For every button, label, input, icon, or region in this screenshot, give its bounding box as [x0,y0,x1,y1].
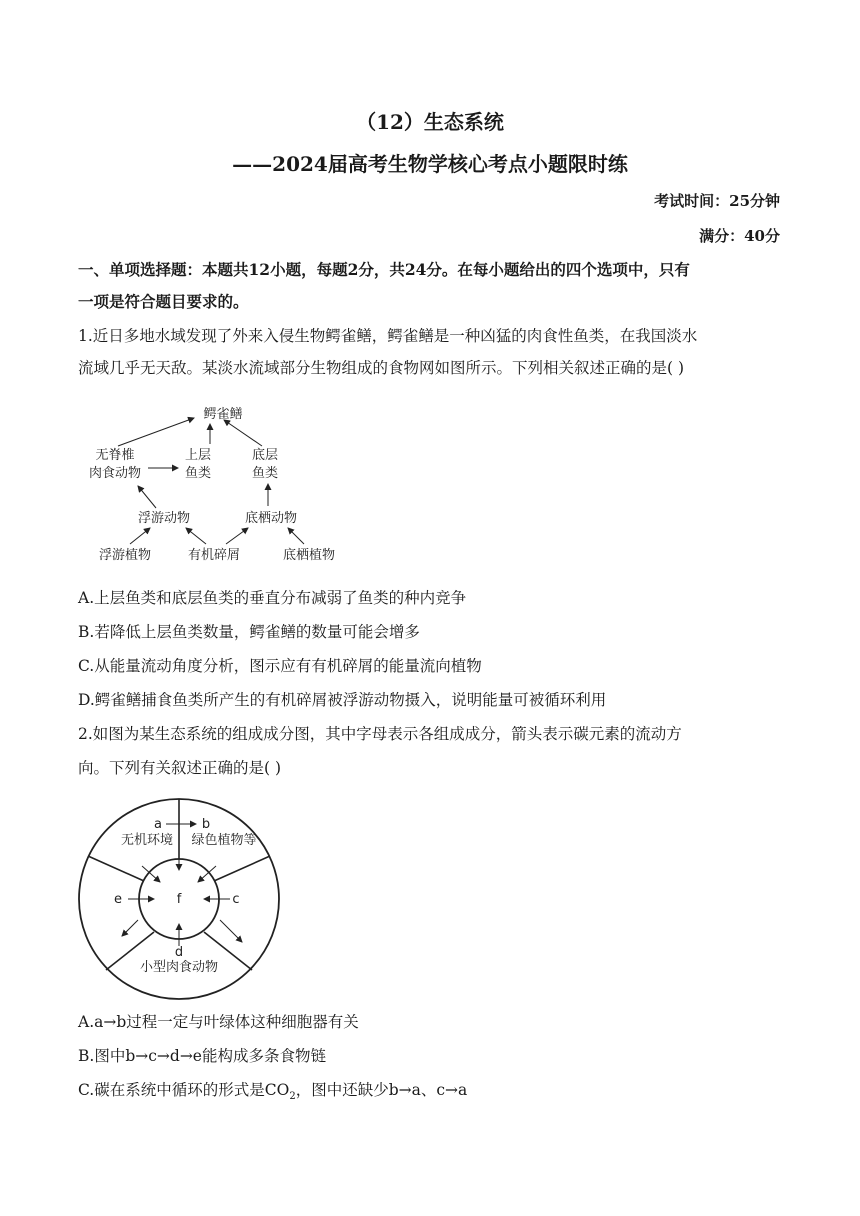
fw-arrow-invert-gar [118,418,194,446]
fw-arrow-phyto-zoo [130,528,150,544]
fw-arrow-bottom-gar [224,420,262,446]
q2-stem-line1: 2.如图为某生态系统的组成成分图，其中字母表示各组成成分，箭头表示碳元素的流动方 [78,725,682,743]
fw-arrow-detritus-benthic [226,528,248,544]
q1-option-a: A.上层鱼类和底层鱼类的垂直分布减弱了鱼类的种内竞争 [78,589,467,607]
section-heading-line2: 一项是符合题目要求的。 [78,292,249,311]
label-b: b [201,817,211,832]
q2-stem-line2: 向。下列有关叙述正确的是( ) [78,759,282,777]
label-plants: 绿色植物等 [191,833,257,848]
page-title: （12）生态系统 [356,110,504,134]
fw-node-upper-1: 上层 [184,448,212,463]
arrow-right-lower [220,920,242,942]
section-heading-line1: 一、单项选择题：本题共12小题，每题2分，共24分。在每小题给出的四个选项中，只有 [78,260,690,279]
q2-option-c-post: ，图中还缺少b→a、c→a [295,1081,468,1099]
label-c: c [232,892,240,907]
q1-option-c: C.从能量流动角度分析，图示应有有机碎屑的能量流向植物 [78,657,482,675]
fw-node-zooplankton: 浮游动物 [137,511,191,526]
exam-time: 考试时间：25分钟 [654,192,780,210]
q2-option-c-sub: 2 [289,1091,296,1103]
divider-left [88,856,144,881]
label-d: d [174,945,184,960]
fw-node-bottom-1: 底层 [251,448,279,463]
q1-option-b: B.若降低上层鱼类数量，鳄雀鳝的数量可能会增多 [78,623,420,641]
label-f: f [176,892,182,907]
label-carnivore: 小型肉食动物 [139,960,219,975]
page-subtitle: ——2024届高考生物学核心考点小题限时练 [232,152,628,176]
fw-node-benthic-animal: 底栖动物 [244,511,298,526]
fw-node-bottom-2: 鱼类 [251,466,279,481]
fw-node-upper-2: 鱼类 [184,466,212,481]
fw-arrow-zoo-invert [138,486,156,508]
fw-node-benthic-plant: 底栖植物 [282,548,336,563]
arrow-left-lower [122,920,138,936]
food-web-figure [78,396,368,580]
label-e: e [114,892,122,907]
q2-option-a: A.a→b过程一定与叶绿体这种细胞器有关 [78,1013,359,1031]
fw-node-invert-1: 无脊椎 [95,448,135,463]
label-env: 无机环境 [120,833,174,848]
fw-arrow-bplant-benthic [288,528,304,544]
fw-node-gar: 鳄雀鳝 [203,407,243,422]
fw-node-detritus: 有机碎屑 [187,548,241,563]
fw-node-invert-2: 肉食动物 [88,466,142,481]
ecosystem-component-figure [76,796,282,1006]
q1-stem-line1: 1.近日多地水域发现了外来入侵生物鳄雀鳝，鳄雀鳝是一种凶猛的肉食性鱼类，在我国淡水 [78,327,698,345]
q2-option-c [78,1078,788,1102]
fw-node-phytoplankton: 浮游植物 [98,548,152,563]
q1-option-d: D.鳄雀鳝捕食鱼类所产生的有机碎屑被浮游动物摄入，说明能量可被循环利用 [78,691,607,709]
q1-stem-line2: 流域几乎无天敌。某淡水流域部分生物组成的食物网如图所示。下列相关叙述正确的是( ) [78,359,685,377]
fw-arrow-detritus-zoo [186,528,206,544]
q2-option-b: B.图中b→c→d→e能构成多条食物链 [78,1047,326,1065]
divider-right [214,856,270,881]
q2-option-c-pre: C.碳在系统中循环的形式是CO [78,1081,290,1099]
full-score: 满分：40分 [699,227,780,245]
label-a: a [154,817,162,832]
